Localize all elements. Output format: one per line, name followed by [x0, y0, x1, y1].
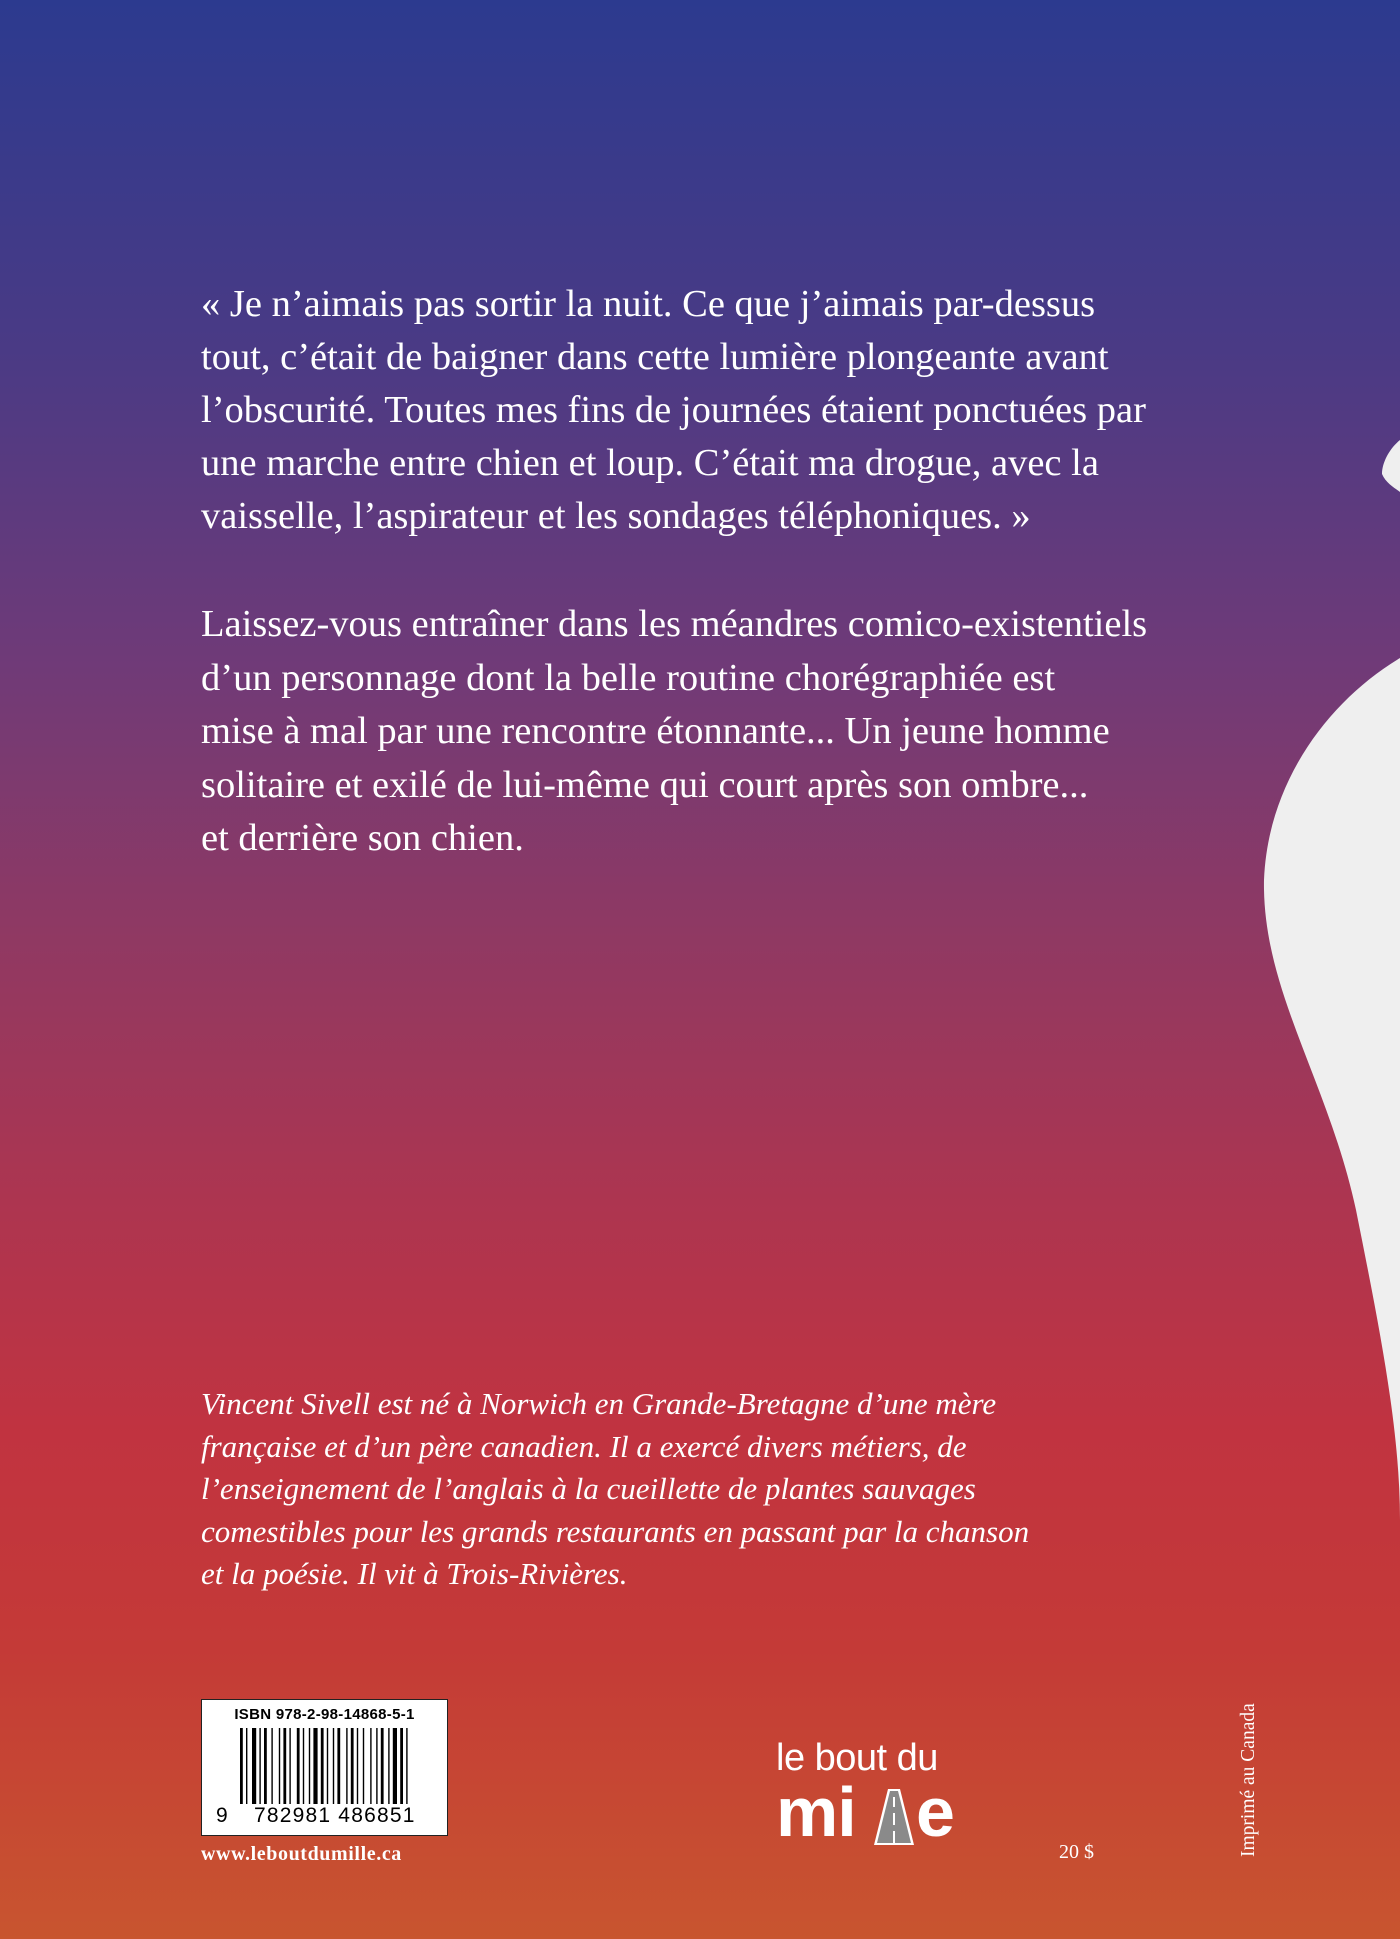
- logo-top-text: le bout du: [776, 1737, 938, 1779]
- logo-bottom-text: mi: [776, 1773, 856, 1851]
- isbn-number: ISBN 978-2-98-14868-5-1: [234, 1706, 415, 1723]
- bio-line: l’enseignement de l’anglais à la cueillette de plantes sauvages: [201, 1471, 976, 1506]
- quote-line: tout, c’était de baigner dans cette lumière plongeante avant: [201, 336, 1109, 378]
- blurb-line: Laissez-vous entraîner dans les méandres comico-existentiels: [201, 603, 1148, 645]
- publisher-website: www.leboutdumille.ca: [201, 1843, 402, 1865]
- bio-line: comestibles pour les grands restaurants en passant par la chanson: [201, 1513, 1030, 1549]
- printed-in-label: Imprimé au Canada: [1238, 1703, 1259, 1857]
- ean-digits: 782981 486851: [254, 1804, 416, 1827]
- quote-line: vaisselle, l’aspirateur et les sondages téléphoniques. »: [201, 495, 1031, 537]
- quote-line: l’obscurité. Toutes mes fins de journées étaient ponctuées par: [201, 389, 1146, 431]
- isbn-barcode: [201, 1699, 448, 1836]
- quote-line: « Je n’aimais pas sortir la nuit. Ce que j’aimais par-dessus: [201, 283, 1096, 325]
- road-icon: [874, 1789, 914, 1845]
- bio-line: française et d’un père canadien. Il a exercé divers métiers, de: [201, 1428, 967, 1464]
- bio-line: et la poésie. Il vit à Trois-Rivières.: [201, 1556, 628, 1591]
- author-bio: [201, 1383, 1201, 1596]
- blurb-line: d’un personnage dont la belle routine chorégraphiée est: [201, 656, 1056, 699]
- quote-paragraph: [201, 278, 1201, 543]
- blurb-paragraph: [201, 598, 1201, 866]
- logo-bottom-end: e: [916, 1773, 955, 1851]
- publisher-logo: [776, 1737, 976, 1851]
- blurb-line: solitaire et exilé de lui-même qui court après son ombre...: [201, 763, 1089, 806]
- ean-first-digit: 9: [216, 1804, 228, 1827]
- bio-line: Vincent Sivell est né à Norwich en Grande-Bretagne d’une mère: [201, 1386, 997, 1421]
- price: 20 $: [1059, 1841, 1094, 1863]
- blurb-line: mise à mal par une rencontre étonnante... Un jeune homme: [201, 710, 1110, 752]
- barcode-bars: [240, 1728, 420, 1806]
- blurb-line: et derrière son chien.: [201, 817, 524, 859]
- quote-line: une marche entre chien et loup. C’était ma drogue, avec la: [201, 442, 1099, 484]
